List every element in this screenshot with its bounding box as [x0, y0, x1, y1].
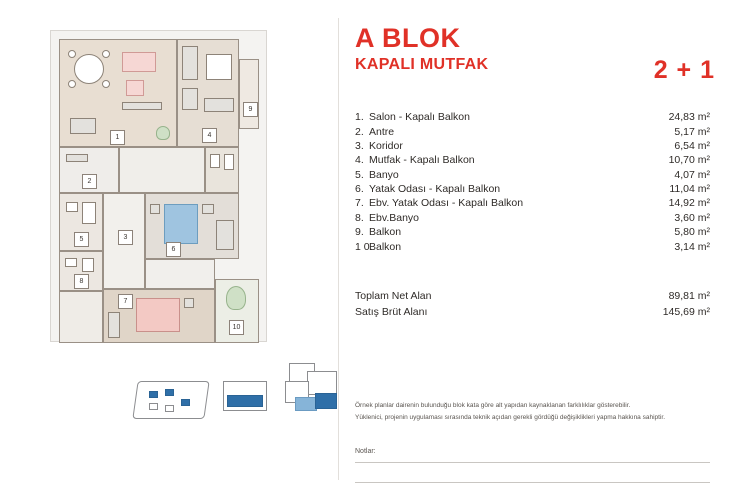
unit-highlight	[227, 395, 263, 407]
dining-table-icon	[74, 54, 104, 84]
shower-icon	[82, 258, 94, 272]
room-antre	[59, 147, 119, 193]
room-ensuite-bath	[59, 251, 103, 291]
nightstand-icon	[202, 204, 214, 214]
total-value: 89,81 m²	[668, 290, 710, 302]
disclaimer	[355, 400, 710, 425]
room-master-bedroom	[103, 289, 215, 343]
room-count-badge: 2 + 1	[653, 56, 715, 84]
page-subtitle: KAPALI MUTFAK	[355, 56, 489, 74]
room-bath-upper	[205, 147, 239, 193]
table-row	[355, 225, 710, 239]
plant-icon	[156, 126, 170, 140]
chair-icon	[68, 80, 76, 88]
wardrobe-icon	[216, 220, 234, 250]
room-tag: 8	[74, 274, 89, 289]
cabinet-icon	[204, 98, 234, 112]
nightstand-icon	[150, 204, 160, 214]
area-label: 9. Balkon	[355, 226, 402, 239]
sink-icon	[66, 202, 78, 212]
area-label: 1. Salon - Kapalı Balkon	[355, 111, 470, 124]
table-row	[355, 196, 710, 210]
notes-ruled-line	[355, 482, 710, 483]
table-row	[355, 211, 710, 225]
table-row	[355, 168, 710, 182]
disclaimer-line-2: Yüklenici, projenin uygulaması sırasında teknik açıdan gerekli gördüğü değişiklikleri yapma hakkına sahiptir.	[355, 414, 666, 422]
notes-label: Notlar:	[355, 448, 376, 455]
area-label: 3. Koridor	[355, 139, 403, 152]
notes-ruled-line	[355, 462, 710, 463]
total-label: Toplam Net Alan	[355, 290, 432, 302]
table-row	[355, 153, 710, 167]
sofa-icon	[122, 52, 156, 72]
table-row	[355, 110, 710, 124]
room-wc	[59, 291, 103, 343]
counter-icon	[182, 46, 198, 80]
room-tag: 5	[74, 232, 89, 247]
table-row	[355, 124, 710, 138]
room-tag: 9	[243, 102, 258, 117]
area-label: 2. Antre	[355, 125, 395, 138]
master-bed-icon	[136, 298, 180, 332]
wardrobe-icon	[108, 312, 120, 338]
area-label: 1 0.Balkon	[355, 240, 402, 253]
room-corridor	[119, 147, 205, 193]
room-tag: 10	[229, 320, 244, 335]
area-value: 14,92 m²	[668, 197, 710, 210]
apartment-info-header	[355, 23, 715, 84]
bathtub-icon	[82, 202, 96, 224]
area-value: 5,17 m²	[674, 125, 710, 138]
unit-highlight	[315, 393, 337, 409]
area-value: 6,54 m²	[674, 139, 710, 152]
chair-icon	[102, 50, 110, 58]
room-tag: 4	[202, 128, 217, 143]
room-kitchen	[177, 39, 239, 147]
table-row	[355, 239, 710, 253]
area-value: 10,70 m²	[668, 154, 710, 167]
area-label: 7. Ebv. Yatak Odası - Kapalı Balkon	[355, 197, 524, 210]
page-title: A BLOK	[355, 23, 461, 53]
area-label: 6. Yatak Odası - Kapalı Balkon	[355, 183, 501, 196]
site-block-marker	[149, 391, 158, 398]
room-bedroom	[145, 193, 239, 259]
room-tag: 2	[82, 174, 97, 189]
totals-table	[355, 288, 710, 320]
room-bathroom	[59, 193, 103, 251]
site-block-marker	[165, 405, 174, 412]
total-label: Satış Brüt Alanı	[355, 306, 428, 318]
room-salon	[59, 39, 177, 147]
chair-icon	[102, 80, 110, 88]
room-balcony-upper	[239, 59, 259, 129]
armchair-icon	[126, 80, 144, 96]
area-value: 3,60 m²	[674, 211, 710, 224]
area-value: 11,04 m²	[669, 183, 710, 196]
key-plans	[135, 363, 335, 438]
site-block-marker	[149, 403, 158, 410]
bed-icon	[164, 204, 198, 244]
area-label: 8. Ebv.Banyo	[355, 211, 420, 224]
area-value: 3,14 m²	[674, 240, 710, 253]
room-tag: 3	[118, 230, 133, 245]
area-value: 5,80 m²	[674, 226, 710, 239]
area-table	[355, 110, 710, 254]
room-inner-balcony	[145, 259, 215, 289]
site-block-marker	[165, 389, 174, 396]
console-icon	[70, 118, 96, 134]
kitchen-table-icon	[206, 54, 232, 80]
area-value: 24,83 m²	[668, 111, 710, 124]
plan-outline	[50, 30, 267, 342]
wc-icon	[224, 154, 234, 170]
shoe-cabinet-icon	[66, 154, 88, 162]
room-balcony-lower	[215, 279, 259, 343]
area-label: 5. Banyo	[355, 168, 399, 181]
plant-icon	[226, 286, 246, 310]
room-corridor-lower	[103, 193, 145, 289]
unit-highlight	[295, 397, 317, 411]
fridge-icon	[182, 88, 198, 110]
room-tag: 1	[110, 130, 125, 145]
table-row	[355, 304, 710, 320]
room-tag: 6	[166, 242, 181, 257]
area-label: 4. Mutfak - Kapalı Balkon	[355, 154, 475, 167]
table-row	[355, 182, 710, 196]
total-value: 145,69 m²	[662, 306, 710, 318]
sink-icon	[65, 258, 77, 267]
table-row	[355, 139, 710, 153]
site-outline	[132, 381, 209, 419]
vertical-divider	[338, 18, 339, 480]
room-tag: 7	[118, 294, 133, 309]
disclaimer-line-1: Örnek planlar dairenin bulunduğu blok kata göre alt yapıdan kaynaklanan farklılıklar gösterebilir.	[355, 402, 631, 409]
floor-plan-drawing	[40, 18, 315, 438]
area-value: 4,07 m²	[674, 168, 710, 181]
site-block-marker	[181, 399, 190, 406]
sink-icon	[210, 154, 220, 168]
chair-icon	[68, 50, 76, 58]
table-row	[355, 288, 710, 304]
floor-outline	[307, 371, 337, 395]
tv-unit-icon	[122, 102, 162, 110]
nightstand-icon	[184, 298, 194, 308]
